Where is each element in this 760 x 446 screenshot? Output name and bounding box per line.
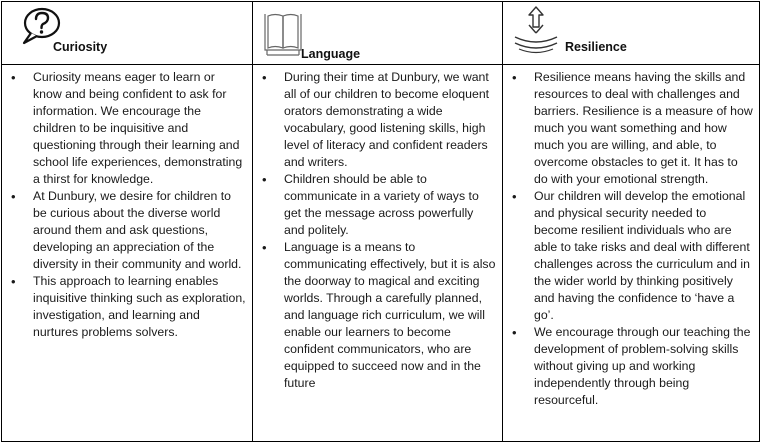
list-item: • This approach to learning enables inquisitive thinking such as exploration, investigation, and learning and nurtures problems solvers. [2, 273, 246, 341]
list-item: • Children should be able to communicate in a variety of ways to get the message across powerfully and politely. [253, 171, 496, 239]
resilience-arrows-icon [511, 5, 561, 55]
header-row [2, 2, 760, 65]
list-item: • During their time at Dunbury, we want all of our children to become eloquent orators demonstrating a wide vocabulary, good listening skills, high level of literacy and confident readers and writers. [253, 69, 496, 171]
header-cell-language [253, 2, 503, 65]
content-cell-curiosity [2, 65, 253, 442]
values-table [1, 1, 760, 442]
header-cell-resilience [503, 2, 760, 65]
language-list [253, 65, 502, 392]
list-item: • Our children will develop the emotional and physical security needed to become resilient individuals who are able to take risks and deal with different challenges across the curriculum and in the wider world by thinking positively and having the confidence to ‘have a go’. [503, 188, 753, 324]
resilience-list [503, 65, 759, 409]
column-title-resilience: Resilience [565, 40, 627, 54]
column-title-language: Language [301, 47, 361, 61]
curiosity-list [2, 65, 252, 341]
content-cell-language [253, 65, 503, 442]
list-item: • Curiosity means eager to learn or know and being confident to ask for information. We encourage the children to be inquisitive and questioning through their learning and school life experiences, demonstrating a thirst for knowledge. [2, 69, 246, 188]
content-row [2, 65, 760, 442]
list-item: • Resilience means having the skills and resources to deal with challenges and barriers. Resilience is a measure of how much you want something and how much you are willing, and able, to overcome obstacles to get it. It has to do with your emotional strength. [503, 69, 753, 188]
list-item: • Language is a means to communicating effectively, but it is also the doorway to magical and exciting worlds. Through a carefully planned, and language rich curriculum, we will enable our learners to become confident communicators, who are equipped to succeed now and in the future [253, 239, 496, 392]
column-title-curiosity: Curiosity [53, 40, 108, 54]
list-item: • We encourage through our teaching the development of problem-solving skills without giving up and working independently through being resourceful. [503, 324, 753, 409]
header-cell-curiosity [2, 2, 253, 65]
list-item: • At Dunbury, we desire for children to be curious about the diverse world around them and ask questions, developing an appreciation of the diversity in their community and world. [2, 188, 246, 273]
open-book-icon [263, 10, 303, 56]
content-cell-resilience [503, 65, 760, 442]
